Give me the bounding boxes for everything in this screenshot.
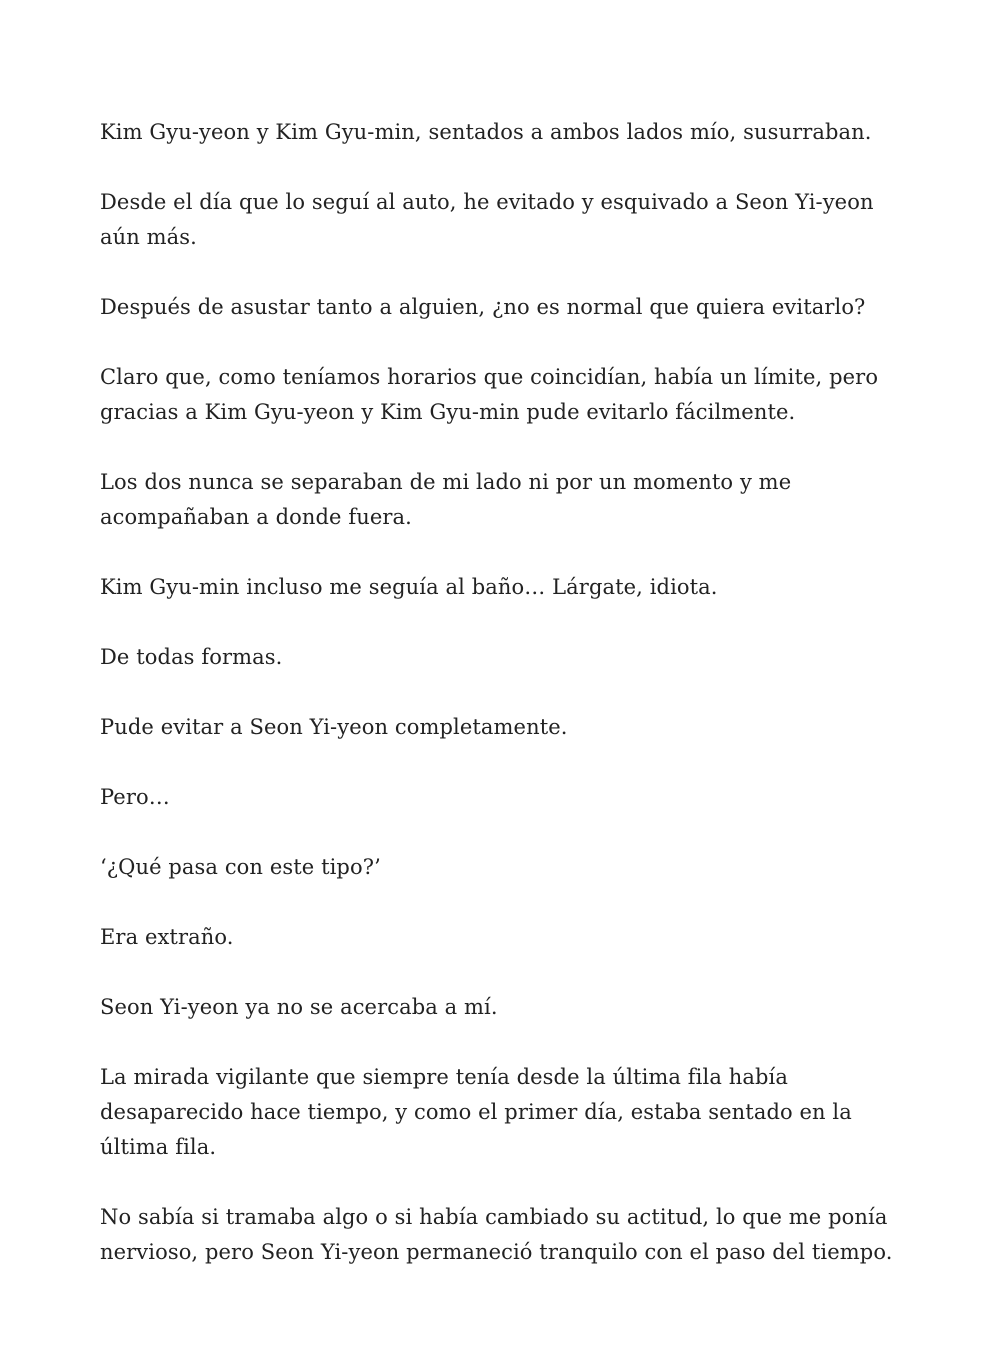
paragraph: Los dos nunca se separaban de mi lado ni por un momento y me acompañaban a donde fuera. [100, 470, 792, 529]
paragraph: Kim Gyu-min incluso me seguía al baño… Lárgate, idiota. [100, 575, 718, 599]
paragraph: No sabía si tramaba algo o si había cambiado su actitud, lo que me ponía nervioso, pero Seon Yi-yeon permaneció tranquilo con el paso del tiempo. [100, 1205, 893, 1264]
paragraph: Claro que, como teníamos horarios que coincidían, había un límite, pero gracias a Kim Gyu-yeon y Kim Gyu-min pude evitarlo fácilmente. [100, 365, 879, 424]
document-body [100, 115, 900, 1305]
paragraph: La mirada vigilante que siempre tenía desde la última fila había desaparecido hace tiempo, y como el primer día, estaba sentado en la última fila. [100, 1065, 852, 1159]
paragraph: Kim Gyu-yeon y Kim Gyu-min, sentados a ambos lados mío, susurraban. [100, 120, 872, 144]
paragraph: Pero… [100, 785, 170, 809]
paragraph: Después de asustar tanto a alguien, ¿no es normal que quiera evitarlo? [100, 295, 866, 319]
paragraph: De todas formas. [100, 645, 283, 669]
paragraph: Seon Yi-yeon ya no se acercaba a mí. [100, 995, 498, 1019]
paragraph: ‘¿Qué pasa con este tipo?’ [100, 855, 381, 879]
paragraph: Desde el día que lo seguí al auto, he evitado y esquivado a Seon Yi-yeon aún más. [100, 190, 874, 249]
paragraph: Era extraño. [100, 925, 234, 949]
paragraph: Pude evitar a Seon Yi-yeon completamente. [100, 715, 568, 739]
